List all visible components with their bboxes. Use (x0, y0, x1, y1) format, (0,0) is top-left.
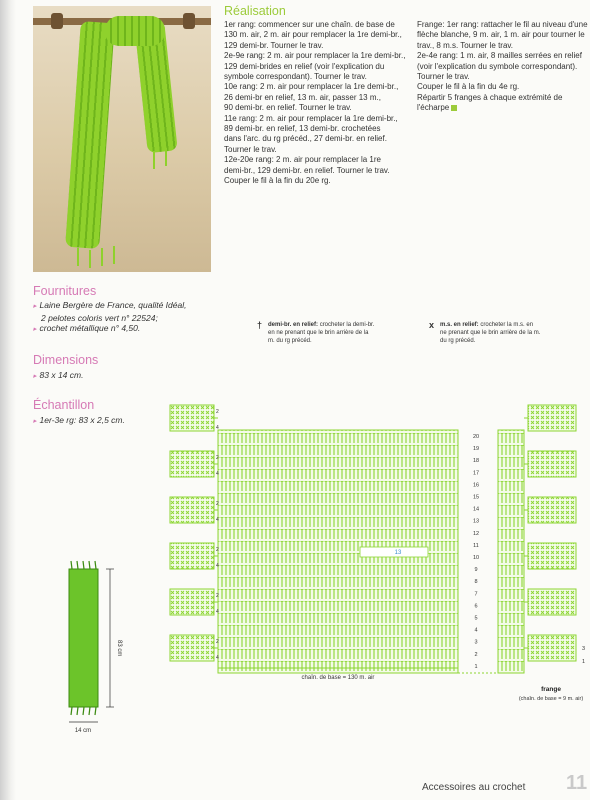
fringe-row-3: 3 (582, 646, 586, 652)
fringe-small-label: 2 (216, 501, 219, 507)
fringe-line: Frange: 1er rang: rattacher le fil au niveau d'une (417, 20, 588, 29)
row-number: 16 (472, 482, 480, 489)
r12-line: demi-br., 129 demi-br. en relief. Tourner le trav. (224, 165, 390, 175)
row-number: 10 (472, 555, 480, 561)
fringe-sub-label: (chaîn. de base = 9 m. air) (518, 696, 584, 702)
legend-demibr-text0: crocheter la demi-br. (319, 322, 375, 328)
row-number: 8 (474, 579, 478, 586)
row-number: 6 (474, 603, 478, 610)
right-fringe-block (528, 635, 576, 661)
right-fringes (524, 405, 576, 661)
demibr-symbol-icon: † (257, 320, 263, 330)
right-fringe-block (528, 497, 576, 523)
list-item: ▸ Laine Bergère de France, qualité Idéal, (33, 300, 187, 310)
fringe-label: frange (541, 686, 561, 693)
realisation-title: Réalisation (224, 4, 286, 18)
legend-ms-title: m.s. en relief: (440, 322, 479, 328)
base-chain-label: chaîn. de base = 130 m. air (301, 675, 375, 681)
echantillon-title: Échantillon (33, 398, 95, 412)
tassel-bottom (77, 707, 78, 715)
r10-line: 90 demi-br. en relief. Tourner le trav. (224, 103, 352, 113)
left-fringe-block (170, 635, 214, 661)
tassel-top (83, 561, 84, 569)
fringe-row-1: 1 (582, 659, 586, 665)
fringe-small-label: 2 (216, 409, 219, 415)
ms-symbol-icon: x (429, 320, 435, 330)
r2-line: 2e-9e rang: 2 m. air pour remplacer la 1re demi-br., (224, 51, 406, 61)
fringe-small-label: 4 (216, 563, 219, 569)
right-fringe-block (528, 589, 576, 615)
row-number: 13 (472, 518, 480, 525)
legend-ms-text2: du rg précéd. (440, 338, 476, 344)
row-number: 19 (472, 446, 480, 453)
tassel-top (95, 561, 96, 569)
legend-demibr-title: demi-br. en relief: (268, 322, 319, 328)
list-item: 2 pelotes coloris vert n° 22524; (41, 312, 158, 323)
row-number: 15 (472, 494, 480, 501)
r1-line: 130 m. air, 2 m. air pour remplacer la 1re demi-br., (224, 30, 402, 40)
row-number: 18 (472, 458, 480, 465)
tassel-bottom (83, 707, 84, 715)
scarf-schematic (69, 569, 98, 707)
legend-ms-text1: ne prenant que le brin arrière de la m. (440, 330, 541, 336)
fringe-small-label: 4 (216, 425, 219, 431)
fringe-small-label: 2 (216, 455, 219, 461)
fringe-last-text: l'écharpe (417, 103, 450, 113)
fringe-line: Tourner le trav. (417, 72, 470, 82)
right-fringe-block (528, 405, 576, 431)
row-number: 4 (474, 627, 478, 634)
page-number: 11 (566, 772, 588, 794)
fringe-small-label: 4 (216, 471, 219, 477)
r11-line: dans l'arc. du rg précéd., 27 demi-br. en relief. (224, 134, 387, 144)
r1-line: 1er rang: commencer sur une chaîn. de base de (224, 20, 395, 29)
row-number: 11 (473, 542, 479, 549)
tassel-top (89, 561, 90, 569)
legend-ms-text0: crocheter la m.s. en (480, 322, 534, 328)
row-number: 2 (474, 651, 478, 658)
right-fringe-block (528, 451, 576, 477)
r2-line: symbole correspondant). Tourner le trav. (224, 72, 367, 82)
row-number: 14 (472, 506, 480, 513)
r11-line: 11e rang: 2 m. air pour remplacer la 1re demi-br., (224, 113, 398, 123)
fringe-small-label: 4 (216, 655, 219, 661)
scarf-width-label: 14 cm (74, 728, 92, 734)
dimensions-title: Dimensions (33, 353, 99, 367)
r11-line: 89 demi-br. en relief, 13 demi-br. crochetées (224, 124, 381, 134)
r10-line: 10e rang: 2 m. air pour remplacer la 1re demi-br., (224, 82, 399, 92)
row-number: 12 (472, 530, 480, 537)
tassel-bottom (89, 707, 90, 715)
center-row-label: 13 (394, 550, 402, 556)
r10-line: 26 demi-br en relief, 13 m. air, passer 13 m., (224, 92, 381, 102)
fringe-line: (voir l'explication du symbole correspondant). (417, 61, 578, 71)
tassel-top (71, 561, 72, 569)
fringe-small-label: 2 (216, 639, 219, 645)
row-number: 7 (474, 591, 478, 598)
fringe-line: Couper le fil à la fin du 4e rg. (417, 82, 520, 92)
legend-demibr-text2: m. du rg précéd. (268, 338, 312, 344)
list-item: ▸ crochet métallique n° 4,50. (33, 323, 141, 334)
dimensions-value: ▸ 83 x 14 cm. (33, 370, 84, 380)
row-number: 20 (472, 434, 480, 440)
scarf-height-label: 83 cm (116, 640, 122, 657)
fringe-line: trav., 8 m.s. Tourner le trav. (417, 40, 514, 50)
left-fringe-block (170, 589, 214, 615)
r1-line: 129 demi-br. Tourner le trav. (224, 40, 324, 50)
fringe-line: 2e-4e rang: 1 m. air, 8 mailles serrées en relief (417, 51, 582, 61)
echantillon-value: ▸ 1er-3e rg: 83 x 2,5 cm. (33, 415, 125, 425)
row-number: 9 (474, 567, 478, 574)
row-numbers (473, 434, 479, 670)
tassel-bottom (71, 707, 72, 715)
tassel-bottom (95, 707, 96, 715)
fringe-small-label: 4 (216, 517, 219, 523)
left-fringe-block (170, 451, 214, 477)
footer-section: Accessoires au crochet (422, 782, 526, 793)
left-fringe-block (170, 405, 214, 431)
fringe-line: Répartir 5 franges à chaque extrémité de (417, 92, 563, 102)
row-number: 17 (472, 470, 480, 477)
r11-line: Tourner le trav. (224, 144, 277, 154)
fringe-line: flèche blanche, 9 m. air, 1 m. air pour tourner le (417, 30, 585, 40)
left-fringes (170, 405, 219, 661)
fringe-small-label: 4 (216, 609, 219, 615)
right-fringe-block (528, 543, 576, 569)
row-number: 1 (474, 663, 478, 670)
fringe-small-label: 2 (216, 593, 219, 599)
fournitures-title: Fournitures (33, 284, 97, 298)
right-edge-grid (498, 430, 524, 673)
row-number: 5 (474, 615, 478, 622)
legend-demibr-text1: en ne prenant que le brin arrière de la (268, 330, 369, 336)
r2-line: 129 demi-brides en relief (voir l'explication du (224, 61, 385, 71)
left-fringe-block (170, 543, 214, 569)
row-number: 3 (474, 639, 478, 646)
r12-line: Couper le fil à la fin du 20e rg. (224, 176, 331, 186)
left-fringe-block (170, 497, 214, 523)
fringe-small-label: 2 (216, 547, 219, 553)
tassel-top (77, 561, 78, 569)
r12-line: 12e-20e rang: 2 m. air pour remplacer la 1re (224, 155, 381, 165)
